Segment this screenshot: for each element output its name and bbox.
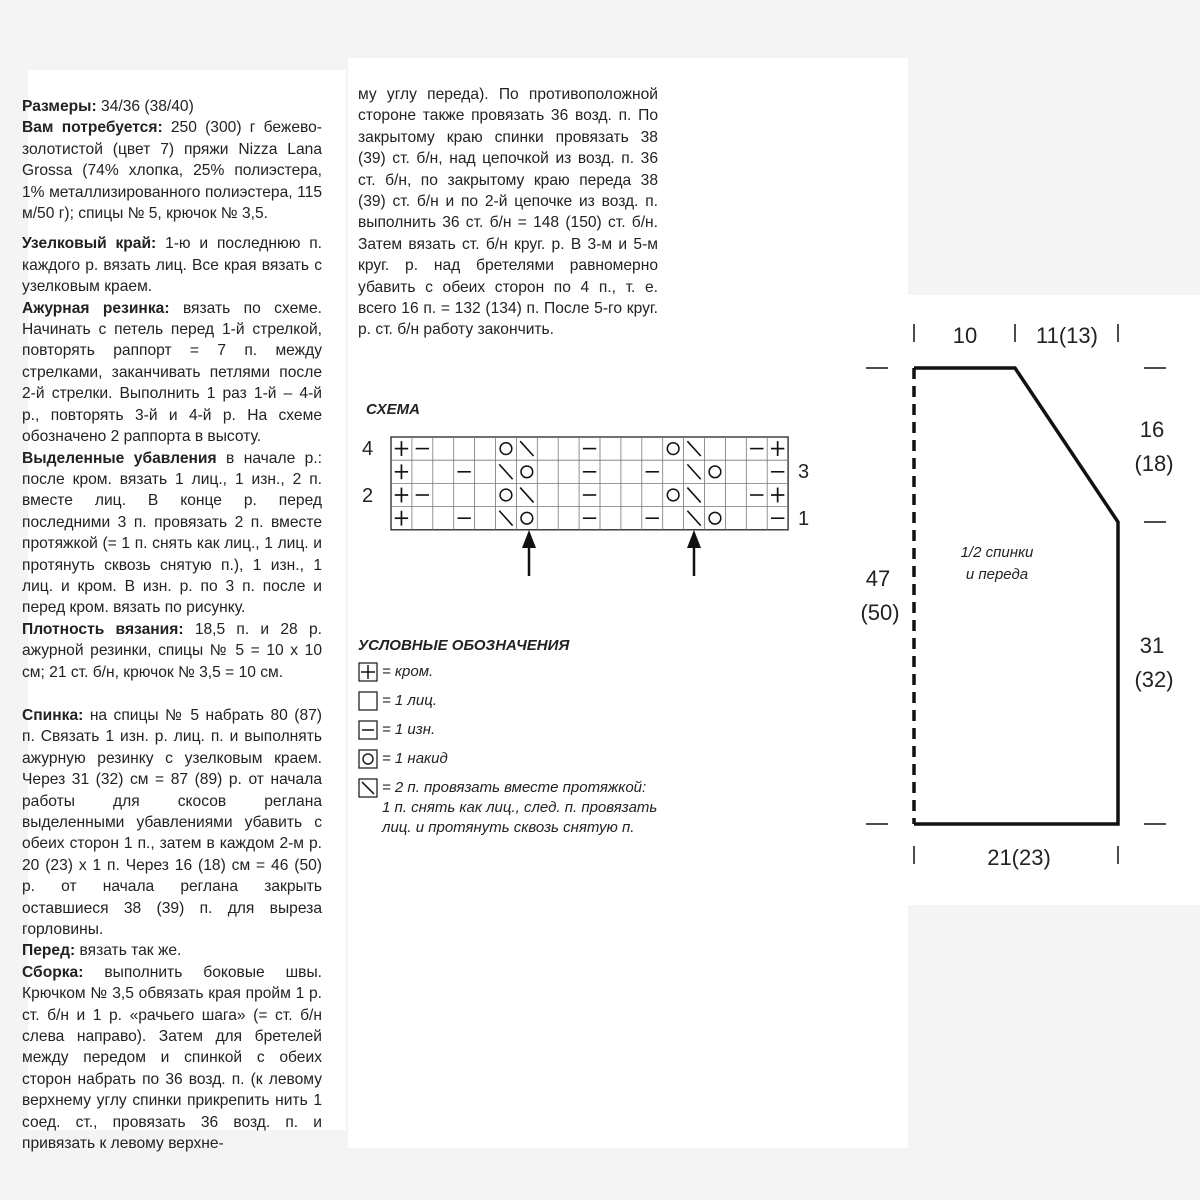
legend-item-purl <box>358 720 658 740</box>
assembly-value: выполнить боковые швы. Крючком № 3,5 обвязать края пройм 1 р. ст. б/н и 1 р. «рачьего шага» (= ст. б/н слева направо). Затем для бретелей между передом и спинкой с обеих сторон набрать по 36 возд. п. (к левому верхнему углу спинки прикрепить нить 1 соед. ст., провязать 36 возд. п. и привязать к левому верхне- <box>22 963 322 1153</box>
dim-right-upper: 16 <box>1139 417 1165 442</box>
decrease-value: в начале р.: после кром. вязать 1 лиц., 1 изн., 2 п. вместе лиц. В конце р. перед последними 3 п. провязать 2 п. вместе протяжкой (= 1 п. снять как лиц., 1 лиц. и протянуть сквозь снятую п.), 1 изн., 1 лиц. и кром. В изн. р. по 3 п. после и перед кром. вязать по рисунку. <box>22 449 322 617</box>
legend-item-knit <box>358 691 658 711</box>
continuation-text: му углу переда). По противоположной стороне также провязать 36 возд. п. По закрытому краю спинки провязать 38 (39) ст. б/н, над цепочкой из возд. п. 36 ст. б/н, по закрытому краю переда 38 (39) ст. б/н и по 2-й цепочке из возд. п. выполнить 36 ст. б/н = 148 (150) ст. б/н. Затем вязать ст. б/н круг. р. В 3-м и 5-м круг. р. над бретелями равномерно убавить с обеих сторон по 4 п., т. е. всего 16 п. = 132 (134) п. После 5-го круг. р. ст. б/н работу закончить. <box>358 86 658 339</box>
dim-bottom: 21(23) <box>987 845 1051 870</box>
legend-text-yarn-over: = 1 накид <box>382 750 448 767</box>
assembly-label: Сборка: <box>22 963 84 981</box>
rib-value: вязать по схеме. Начинать с петель перед 1-й стрелкой, повторять раппорт = 7 п. между стрелками, заканчивать петлями после 2-й стрелки. Выполнить 1 раз 1-й – 4-й р., повторять 3-й и 4-й р. На схеме обозначено 2 раппорта в высоту. <box>22 299 322 446</box>
pattern-label-line2: и переда <box>965 566 1029 583</box>
edge-icon <box>358 662 378 682</box>
legend-text-knit: = 1 лиц. <box>382 692 437 709</box>
sizes-label: Размеры: <box>22 98 97 115</box>
dim-left-alt: (50) <box>860 600 900 625</box>
materials-value: 250 (300) г бежево-золотистой (цвет 7) пряжи Nizza Lana Grossa (74% хлопка, 25% полиэстера, 1% металлизированного полиэстера, 115 м/50 г); спицы № 5, крючок № 3,5. <box>22 119 322 223</box>
dim-right-upper-alt: (18) <box>1134 451 1174 476</box>
chart-title: СХЕМА <box>366 401 420 418</box>
edge-value: 1-ю и последнюю п. каждого р. вязать лиц. Все края вязать с узелковым краем. <box>22 235 322 296</box>
legend-item-edge <box>358 662 658 682</box>
row-label-2: 2 <box>362 485 374 507</box>
dim-right-lower-alt: (32) <box>1134 667 1174 692</box>
legend-text-purl: = 1 изн. <box>382 721 436 738</box>
rib-label: Ажурная резинка: <box>22 299 170 317</box>
decrease-label: Выделенные убавления <box>22 449 217 467</box>
front-value: вязать так же. <box>79 942 182 960</box>
dim-right-lower: 31 <box>1139 633 1165 658</box>
dim-top-left: 10 <box>952 323 978 348</box>
instructions-column-1 <box>22 96 322 1155</box>
front-label: Перед: <box>22 942 76 960</box>
instructions-column-2 <box>358 84 658 341</box>
legend-text-edge: = кром. <box>382 663 434 680</box>
dim-top-right: 11(13) <box>1036 323 1098 348</box>
legend-item-ssk <box>358 778 658 838</box>
legend-title: УСЛОВНЫЕ ОБОЗНАЧЕНИЯ <box>358 637 570 654</box>
purl-icon <box>358 720 378 740</box>
dim-left: 47 <box>865 566 891 591</box>
legend-item-yarn-over <box>358 749 658 769</box>
density-label: Плотность вязания: <box>22 620 184 638</box>
legend-text-ssk: = 2 п. провязать вместе протяжкой: 1 п. снять как лиц., след. п. провязать лиц. и протянуть сквозь снятую п. <box>382 779 658 836</box>
edge-label: Узелковый край: <box>22 235 157 253</box>
ssk-icon <box>358 778 378 798</box>
back-value: на спицы № 5 набрать 80 (87) п. Связать 1 изн. р. лиц. п. и выполнять ажурную резинку с узелковым краем. Через 31 (32) см = 87 (89) р. от начала работы для скосов реглана выделенными убавлениями убавить с обеих сторон 1 п., затем в каждом 2-м р. 20 (23) x 1 п. Через 16 (18) см = 46 (50) р. от начала реглана закрыть оставшиеся 38 (39) п. для выреза горловины. <box>22 706 322 939</box>
sizes-value: 34/36 (38/40) <box>101 98 194 115</box>
legend <box>358 636 658 847</box>
row-label-1: 1 <box>798 508 810 530</box>
knit-icon <box>358 691 378 711</box>
pattern-label-line1: 1/2 спинки <box>960 544 1034 561</box>
density-value: 18,5 п. и 28 р. ажурной резинки, спицы № 5 = 10 x 10 см; 21 ст. б/н, крючок № 3,5 = 10 см. <box>22 620 322 681</box>
row-label-3: 3 <box>798 461 810 483</box>
back-label: Спинка: <box>22 706 84 724</box>
right-page-panel <box>908 295 1200 905</box>
materials-label: Вам потребуется: <box>22 119 163 137</box>
row-label-4: 4 <box>362 438 374 460</box>
yarn-over-icon <box>358 749 378 769</box>
